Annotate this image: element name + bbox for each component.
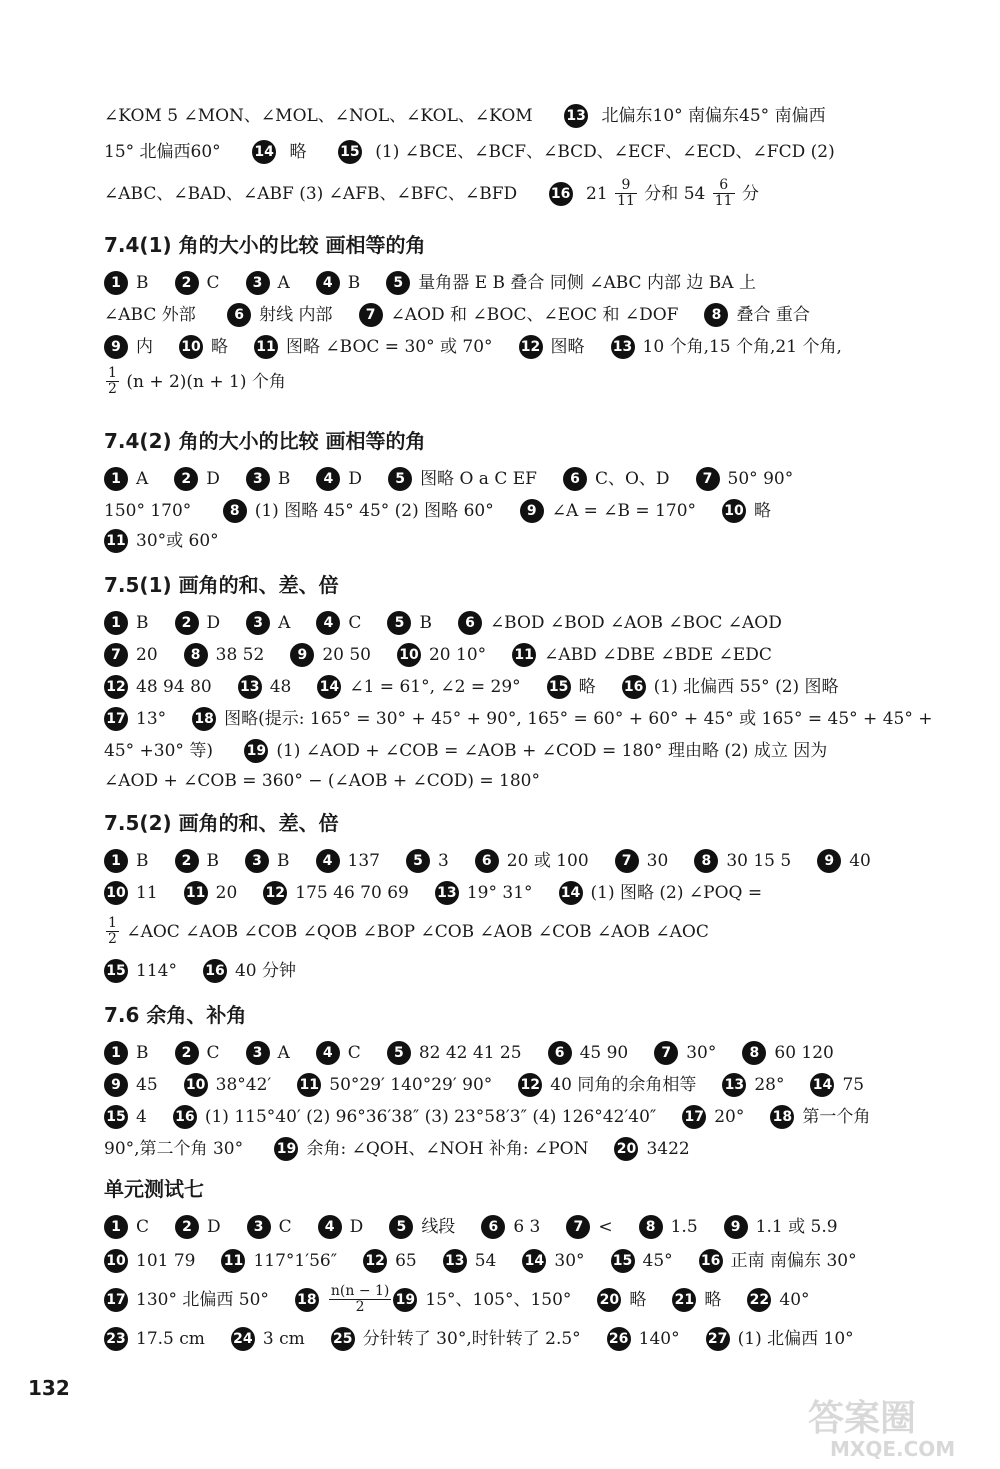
question-number-badge: 13	[443, 1249, 467, 1273]
question-number-badge: 24	[231, 1327, 255, 1351]
question-number-badge: 13	[238, 675, 262, 699]
answer-line	[104, 916, 934, 947]
question-number-badge: 12	[519, 335, 543, 359]
answer-text: (1) 图略 45° 45° (2) 图略 60°	[254, 500, 494, 521]
answer-text: 50°29′ 140°29′ 90°	[329, 1074, 493, 1095]
question-number-badge: 16	[203, 959, 227, 983]
question-number-badge: 3	[246, 1041, 270, 1065]
answer-text: 量角器 E B 叠合 同侧 ∠ABC 内部 边 BA 上	[418, 272, 756, 293]
section-title: 7.5(2) 画角的和、差、倍	[104, 811, 339, 835]
question-number-badge: 7	[104, 643, 128, 667]
answer-text: (n + 2)(n + 1) 个角	[126, 371, 286, 392]
question-number-badge: 20	[597, 1288, 621, 1312]
question-number-badge: 2	[175, 271, 199, 295]
question-number-badge: 6	[481, 1215, 505, 1239]
question-number-badge: 16	[699, 1249, 723, 1273]
question-number-badge: 2	[175, 1215, 199, 1239]
answer-text: 线段	[421, 1216, 456, 1237]
answer-text: 17.5 cm	[136, 1328, 205, 1349]
page-number: 132	[28, 1376, 70, 1400]
answer-text: B	[277, 850, 290, 871]
question-number-badge: 26	[607, 1327, 631, 1351]
answer-text: 分针转了 30°,时针转了 2.5°	[362, 1328, 581, 1349]
question-number-badge: 1	[104, 1041, 128, 1065]
answer-text: 略	[704, 1289, 722, 1310]
answer-text: A	[277, 1042, 290, 1063]
answer-text: 38 52	[215, 644, 265, 665]
watermark-text: 答案圈	[808, 1398, 917, 1439]
answer-text: ∠ABD ∠DBE ∠BDE ∠EDC	[544, 644, 772, 665]
answer-text: 75	[842, 1074, 865, 1095]
question-number-badge: 8	[694, 849, 718, 873]
question-number-badge: 10	[184, 1073, 208, 1097]
answer-text: ∠KOM 5 ∠MON、∠MOL、∠NOL、∠KOL、∠KOM	[104, 105, 533, 126]
question-number-badge: 1	[104, 271, 128, 295]
answer-text: B	[136, 272, 149, 293]
answer-text: 175 46 70 69	[295, 882, 409, 903]
question-number-badge: 19	[393, 1288, 417, 1312]
answer-text: 130° 北偏西 50°	[136, 1289, 269, 1310]
answer-text: 40 分钟	[234, 960, 296, 981]
answer-text: 20 10°	[428, 644, 487, 665]
question-number-badge: 7	[615, 849, 639, 873]
question-number-badge: 11	[254, 335, 278, 359]
question-number-badge: 17	[682, 1105, 706, 1129]
answer-line	[104, 1072, 934, 1097]
question-number-badge: 22	[747, 1288, 771, 1312]
answer-text: 图略 O a C EF	[420, 468, 537, 489]
question-number-badge: 7	[654, 1041, 678, 1065]
question-number-badge: 6	[548, 1041, 572, 1065]
answer-text: 30°	[554, 1250, 585, 1271]
answer-line	[104, 366, 934, 397]
answer-text: ∠1 = 61°, ∠2 = 29°	[349, 676, 521, 697]
question-number-badge: 5	[389, 1215, 413, 1239]
question-number-badge: 12	[518, 1073, 542, 1097]
answer-text: B	[419, 612, 432, 633]
answer-line	[104, 466, 934, 491]
question-number-badge: 1	[104, 849, 128, 873]
answer-text: 45	[136, 1074, 158, 1095]
answer-text: 50° 90°	[727, 468, 794, 489]
answer-text: 略	[289, 141, 307, 162]
answer-text: C	[136, 1216, 150, 1237]
question-number-badge: 6	[475, 849, 499, 873]
answer-text: 48 94 80	[136, 676, 212, 697]
answer-text: 11	[136, 882, 158, 903]
answer-text: 图略 ∠BOC = 30° 或 70°	[286, 336, 493, 357]
question-number-badge: 17	[104, 1288, 128, 1312]
question-number-badge: 10	[104, 881, 128, 905]
answer-text: 3422	[646, 1138, 690, 1159]
answer-text: 60 120	[774, 1042, 834, 1063]
fraction: $\frac{n(n - 1)}{2}$	[330, 1283, 390, 1315]
answer-text: B	[277, 468, 291, 489]
answer-text: ∠A = ∠B = 170°	[551, 500, 697, 521]
answer-text: 38°42′	[215, 1074, 272, 1095]
answer-text: (1) ∠BCE、∠BCF、∠BCD、∠ECF、∠ECD、∠FCD (2)	[375, 141, 835, 162]
answer-line	[104, 103, 934, 128]
answer-text: 第一个角	[802, 1106, 871, 1127]
question-number-badge: 10	[397, 643, 421, 667]
answer-line	[104, 738, 934, 763]
answer-line	[104, 498, 934, 523]
question-number-badge: 2	[175, 1041, 199, 1065]
answer-text: C	[347, 1042, 361, 1063]
question-number-badge: 5	[387, 1041, 411, 1065]
question-number-badge: 5	[386, 271, 410, 295]
question-number-badge: 8	[704, 303, 728, 327]
answer-text: 6 3	[513, 1216, 541, 1237]
answer-text: B	[136, 1042, 149, 1063]
question-number-badge: 10	[179, 335, 203, 359]
answer-line	[104, 1326, 934, 1351]
answer-text: 101 79	[136, 1250, 196, 1271]
question-number-badge: 3	[245, 849, 269, 873]
question-number-badge: 23	[104, 1327, 128, 1351]
answer-text: (1) 图略 (2) ∠POQ =	[590, 882, 763, 903]
answer-text: 北偏东10° 南偏东45° 南偏西	[601, 105, 826, 126]
question-number-badge: 12	[263, 881, 287, 905]
answer-text: 117°1′56″	[253, 1250, 338, 1271]
answer-text: 1.5	[670, 1216, 698, 1237]
answer-text: ∠ABC 外部	[104, 304, 196, 325]
section-title: 7.4(1) 角的大小的比较 画相等的角	[104, 233, 426, 257]
answer-text: 54	[474, 1250, 497, 1271]
answer-text: 20	[215, 882, 238, 903]
answer-line	[104, 1248, 934, 1273]
question-number-badge: 15	[104, 959, 128, 983]
answer-text: 图略(提示: 165° = 30° + 45° + 90°, 165° = 60° + 60° + 45° 或 165° = 45° + 45° +	[224, 708, 933, 729]
answer-line	[104, 1104, 934, 1129]
answer-text: 28°	[754, 1074, 785, 1095]
question-number-badge: 3	[247, 1215, 271, 1239]
answer-text: 10 个角,15 个角,21 个角,	[642, 336, 842, 357]
answer-text: (1) 北偏西 55° (2) 图略	[653, 676, 839, 697]
answer-text: 140°	[638, 1328, 680, 1349]
question-number-badge: 13	[564, 104, 588, 128]
question-number-badge: 4	[316, 1041, 340, 1065]
question-number-badge: 8	[742, 1041, 766, 1065]
fraction: $\frac{1}{2}$	[108, 915, 117, 947]
question-number-badge: 13	[611, 335, 635, 359]
question-number-badge: 7	[696, 467, 720, 491]
answer-line	[104, 1214, 934, 1239]
answer-text: ∠AOD 和 ∠BOC、∠EOC 和 ∠DOF	[390, 304, 679, 325]
question-number-badge: 3	[246, 611, 270, 635]
question-number-badge: 9	[290, 643, 314, 667]
question-number-badge: 16	[549, 182, 573, 206]
answer-line	[104, 334, 934, 359]
section-title: 7.6 余角、补角	[104, 1003, 247, 1027]
answer-text: 65	[395, 1250, 417, 1271]
answer-text: 略	[578, 676, 596, 697]
question-number-badge: 10	[722, 499, 746, 523]
answer-text: 3	[437, 850, 449, 871]
watermark-url: MXQE.COM	[830, 1437, 956, 1461]
question-number-badge: 7	[566, 1215, 590, 1239]
question-number-badge: 11	[221, 1249, 245, 1273]
answer-text: ∠ABC、∠BAD、∠ABF (3) ∠AFB、∠BFC、∠BFD	[104, 183, 518, 204]
answer-line	[104, 674, 934, 699]
answer-line	[104, 880, 934, 905]
answer-text: 21	[586, 183, 608, 204]
answer-line	[104, 139, 934, 164]
question-number-badge: 16	[173, 1105, 197, 1129]
question-number-badge: 21	[672, 1288, 696, 1312]
answer-text: B	[206, 850, 219, 871]
answer-text: 内	[136, 336, 153, 357]
question-number-badge: 18	[192, 707, 216, 731]
answer-text: C	[278, 1216, 292, 1237]
answer-text: 3 cm	[262, 1328, 305, 1349]
answer-line	[104, 848, 934, 873]
question-number-badge: 18	[770, 1105, 794, 1129]
question-number-badge: 1	[104, 1215, 128, 1239]
question-number-badge: 14	[522, 1249, 546, 1273]
answer-text: 40°	[779, 1289, 810, 1310]
question-number-badge: 8	[223, 499, 247, 523]
answer-text: 射线 内部	[259, 304, 333, 325]
question-number-badge: 5	[388, 467, 412, 491]
question-number-badge: 6	[563, 467, 587, 491]
answer-text: A	[277, 272, 290, 293]
answer-line	[104, 706, 934, 731]
answer-text: 150° 170°	[104, 500, 192, 521]
question-number-badge: 4	[316, 467, 340, 491]
answer-text: (1) 115°40′ (2) 96°36′38″ (3) 23°58′3″ (4) 126°42′40″	[204, 1106, 657, 1127]
question-number-badge: 20	[614, 1137, 638, 1161]
answer-text: 1.1 或 5.9	[755, 1216, 838, 1237]
question-number-badge: 8	[639, 1215, 663, 1239]
question-number-badge: 7	[359, 303, 383, 327]
answer-line	[104, 958, 934, 983]
answer-line	[104, 178, 934, 209]
question-number-badge: 11	[104, 529, 128, 553]
question-number-badge: 2	[174, 467, 198, 491]
answer-text: D	[207, 1216, 221, 1237]
answer-text: B	[136, 850, 149, 871]
answer-text: 分和 54	[644, 183, 706, 204]
answer-text: 48	[269, 676, 292, 697]
question-number-badge: 14	[317, 675, 341, 699]
answer-line	[104, 1284, 934, 1315]
answer-text: B	[136, 612, 149, 633]
question-number-badge: 16	[622, 675, 646, 699]
answer-text: 45° +30° 等)	[104, 740, 213, 761]
answer-text: D	[206, 612, 221, 633]
question-number-badge: 5	[387, 611, 411, 635]
question-number-badge: 19	[244, 739, 268, 763]
answer-text: 114°	[136, 960, 177, 981]
question-number-badge: 9	[104, 1073, 128, 1097]
answer-text: 19° 31°	[466, 882, 533, 903]
question-number-badge: 27	[706, 1327, 730, 1351]
question-number-badge: 14	[252, 140, 276, 164]
answer-text: 30°或 60°	[136, 530, 219, 551]
answer-text: A	[278, 612, 291, 633]
answer-text: 20 或 100	[506, 850, 589, 871]
answer-text: ∠AOC ∠AOB ∠COB ∠QOB ∠BOP ∠COB ∠AOB ∠COB ∠AOB ∠AOC	[126, 921, 709, 942]
question-number-badge: 6	[458, 611, 482, 635]
section-title: 单元测试七	[104, 1177, 204, 1201]
question-number-badge: 4	[316, 849, 340, 873]
answer-text: D	[206, 468, 220, 489]
answer-text: (1) 北偏西 10°	[737, 1328, 854, 1349]
answer-text: 13°	[136, 708, 167, 729]
question-number-badge: 12	[363, 1249, 387, 1273]
fraction: $\frac{1}{2}$	[108, 365, 117, 397]
answer-text: 叠合 重合	[736, 304, 810, 325]
question-number-badge: 1	[104, 467, 128, 491]
answer-text: 图略	[550, 336, 585, 357]
answer-text: 15° 北偏西60°	[104, 141, 221, 162]
question-number-badge: 10	[104, 1249, 128, 1273]
question-number-badge: 14	[559, 881, 583, 905]
question-number-badge: 1	[104, 611, 128, 635]
answer-text: A	[136, 468, 149, 489]
fraction: $\frac{9}{11}$	[617, 177, 635, 209]
question-number-badge: 11	[512, 643, 536, 667]
answer-text: 略	[754, 500, 772, 521]
answer-text: 15°、105°、150°	[425, 1289, 572, 1310]
question-number-badge: 19	[274, 1137, 298, 1161]
answer-text: 40 同角的余角相等	[550, 1074, 697, 1095]
question-number-badge: 3	[246, 467, 270, 491]
question-number-badge: 13	[435, 881, 459, 905]
question-number-badge: 4	[316, 611, 340, 635]
question-number-badge: 9	[104, 335, 128, 359]
answer-text: (1) ∠AOD + ∠COB = ∠AOB + ∠COD = 180° 理由略 (2) 成立 因为	[276, 740, 828, 761]
answer-line	[104, 302, 934, 327]
fraction: $\frac{6}{11}$	[714, 177, 733, 209]
answer-text: 82 42 41 25	[418, 1042, 522, 1063]
answer-line	[104, 642, 934, 667]
section-title: 7.5(1) 画角的和、差、倍	[104, 573, 339, 597]
answer-text: <	[598, 1216, 613, 1237]
answer-text: 45°	[642, 1250, 673, 1271]
answer-text: 137	[347, 850, 380, 871]
question-number-badge: 14	[810, 1073, 834, 1097]
answer-line	[104, 1040, 934, 1065]
answer-text: C、O、D	[594, 468, 670, 489]
question-number-badge: 18	[295, 1288, 319, 1312]
answer-text: 90°,第二个角 30°	[104, 1138, 244, 1159]
answer-text: 40	[849, 850, 871, 871]
answer-text: C	[206, 272, 220, 293]
answer-line	[104, 768, 934, 793]
question-number-badge: 15	[611, 1249, 635, 1273]
answer-text: D	[349, 1216, 364, 1237]
question-number-badge: 11	[297, 1073, 321, 1097]
question-number-badge: 2	[175, 611, 199, 635]
answer-text: 略	[211, 336, 228, 357]
question-number-badge: 9	[817, 849, 841, 873]
answer-text: ∠AOD + ∠COB = 360° − (∠AOB + ∠COD) = 180°	[104, 770, 540, 791]
question-number-badge: 15	[547, 675, 571, 699]
question-number-badge: 11	[184, 881, 208, 905]
watermark-logo	[800, 1390, 990, 1462]
answer-line	[104, 528, 934, 553]
answer-text: B	[347, 272, 361, 293]
answer-text: 分	[741, 183, 759, 204]
answer-text: 30 15 5	[726, 850, 792, 871]
question-number-badge: 15	[338, 140, 362, 164]
answer-line	[104, 610, 934, 635]
answer-text: 30	[646, 850, 669, 871]
answer-text: 略	[629, 1289, 647, 1310]
answer-text: C	[206, 1042, 220, 1063]
question-number-badge: 3	[246, 271, 270, 295]
section-title: 7.4(2) 角的大小的比较 画相等的角	[104, 429, 426, 453]
answer-text: 20 50	[322, 644, 371, 665]
answer-text: 4	[136, 1106, 147, 1127]
answer-line	[104, 1136, 934, 1161]
question-number-badge: 5	[406, 849, 430, 873]
question-number-badge: 17	[104, 707, 128, 731]
question-number-badge: 15	[104, 1105, 128, 1129]
question-number-badge: 4	[316, 271, 340, 295]
question-number-badge: 12	[104, 675, 128, 699]
answer-text: 45 90	[579, 1042, 629, 1063]
question-number-badge: 9	[520, 499, 544, 523]
question-number-badge: 9	[724, 1215, 748, 1239]
answer-text: 余角: ∠QOH、∠NOH 补角: ∠PON	[306, 1138, 589, 1159]
question-number-badge: 25	[331, 1327, 355, 1351]
answer-text: 20	[136, 644, 158, 665]
answer-text: 20°	[714, 1106, 745, 1127]
question-number-badge: 13	[722, 1073, 746, 1097]
question-number-badge: 8	[184, 643, 208, 667]
question-number-badge: 6	[227, 303, 251, 327]
question-number-badge: 2	[175, 849, 199, 873]
answer-text: ∠BOD ∠BOD ∠AOB ∠BOC ∠AOD	[489, 612, 782, 633]
answer-text: C	[348, 612, 362, 633]
answer-text: 30°	[686, 1042, 717, 1063]
answer-text: 正南 南偏东 30°	[730, 1250, 857, 1271]
question-number-badge: 4	[318, 1215, 342, 1239]
answer-line	[104, 270, 934, 295]
answer-text: D	[348, 468, 363, 489]
